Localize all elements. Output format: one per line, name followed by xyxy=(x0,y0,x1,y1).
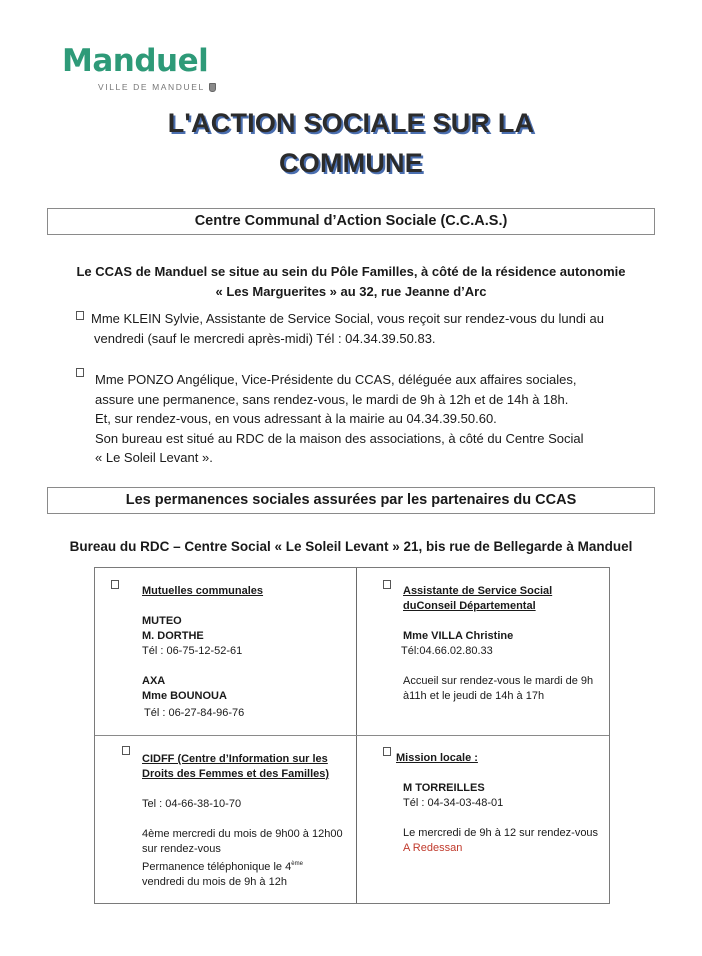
hours-text: sur rendez-vous xyxy=(142,843,221,855)
contact-tel: Tél : 04-34-03-48-01 xyxy=(403,797,504,809)
org-name: AXA xyxy=(142,675,166,687)
hours-text: Le mercredi de 9h à 12 sur rendez-vous xyxy=(403,827,599,839)
ordinal-suffix: ème xyxy=(291,861,303,867)
hours-text: Accueil sur rendez-vous le mardi de 9h xyxy=(403,675,594,687)
ccas-item-line: assure une permanence, sans rendez-vous, le mardi de 9h à 12h et de 14h à 18h. xyxy=(95,391,569,407)
contact-name: M TORREILLES xyxy=(403,782,485,794)
cell-title: Assistante de Service Social xyxy=(403,585,553,597)
logo-subtitle-text: VILLE DE MANDUEL xyxy=(98,82,205,92)
bullet-checkbox-icon xyxy=(111,580,119,589)
logo-subtitle xyxy=(98,82,216,92)
ccas-item-line: Mme KLEIN Sylvie, Assistante de Service Social, vous reçoit sur rendez-vous du lundi au xyxy=(91,311,605,326)
contact-name: Mme VILLA Christine xyxy=(403,630,514,642)
ccas-item-line: Mme PONZO Angélique, Vice-Présidente du CCAS, déléguée aux affaires sociales, xyxy=(95,372,577,387)
ccas-location-line1: Le CCAS de Manduel se situe au sein du Pôle Familles, à côté de la résidence autonomie xyxy=(76,264,626,279)
ccas-item-line: vendredi (sauf le mercredi après-midi) Tél : 04.34.39.50.83. xyxy=(94,330,436,346)
page-title-line1: L'ACTION SOCIALE SUR LA xyxy=(167,108,535,138)
cell-mission-locale xyxy=(396,751,606,856)
cell-title: duConseil Départemental xyxy=(403,600,536,612)
bullet-checkbox-icon xyxy=(76,311,84,320)
cell-mutuelles xyxy=(142,584,342,721)
page-title-line2: COMMUNE xyxy=(279,148,423,178)
crest-icon xyxy=(209,83,216,92)
ccas-location-line2: « Les Marguerites » au 32, rue Jeanne d’Arc xyxy=(215,284,487,299)
location-text: A Redessan xyxy=(403,842,463,854)
contact-tel: Tél : 06-27-84-96-76 xyxy=(144,707,245,719)
partners-table xyxy=(94,567,610,904)
partners-section-header: Les permanences sociales assurées par les partenaires du CCAS xyxy=(47,487,655,514)
contact-tel: Tél : 06-75-12-52-61 xyxy=(142,645,243,657)
bullet-checkbox-icon xyxy=(76,368,84,377)
ccas-item-klein xyxy=(91,309,651,348)
table-row-divider xyxy=(95,735,609,736)
cell-assistante-sociale xyxy=(403,584,608,704)
bullet-checkbox-icon xyxy=(122,746,130,755)
partners-address: Bureau du RDC – Centre Social « Le Soleil Levant » 21, bis rue de Bellegarde à Manduel xyxy=(69,539,633,554)
ccas-item-ponzo xyxy=(95,370,655,468)
contact-name: M. DORTHE xyxy=(142,630,204,642)
cell-title: Mutuelles communales xyxy=(142,585,264,597)
ccas-item-line: « Le Soleil Levant ». xyxy=(95,450,213,465)
cell-cidff xyxy=(142,752,354,890)
bullet-checkbox-icon xyxy=(383,580,391,589)
hours-text: 4ème mercredi du mois de 9h00 à 12h00 xyxy=(142,828,343,840)
cell-title: Droits des Femmes et des Familles) xyxy=(142,768,330,780)
org-name: MUTEO xyxy=(142,615,182,627)
ccas-item-line: Et, sur rendez-vous, en vous adressant à la mairie au 04.34.39.50.60. xyxy=(95,411,497,426)
contact-name: Mme BOUNOUA xyxy=(142,690,227,702)
manduel-logo xyxy=(62,43,222,92)
hours-text: vendredi du mois de 9h à 12h xyxy=(142,876,287,888)
contact-tel: Tel : 04-66-38-10-70 xyxy=(142,798,242,810)
cell-title: Mission locale : xyxy=(396,752,478,764)
logo-wordmark: Manduel xyxy=(62,43,209,79)
ccas-item-line: Son bureau est situé au RDC de la maison des associations, à côté du Centre Social xyxy=(95,430,584,446)
bullet-checkbox-icon xyxy=(383,747,391,756)
ccas-section-header: Centre Communal d’Action Sociale (C.C.A.S.) xyxy=(47,208,655,235)
contact-tel: Tél:04.66.02.80.33 xyxy=(401,645,493,657)
hours-text: à11h et le jeudi de 14h à 17h xyxy=(403,690,545,702)
hours-text-main: Permanence téléphonique le 4 xyxy=(142,861,292,873)
cell-title: CIDFF (Centre d’Information sur les xyxy=(142,753,328,765)
hours-text xyxy=(142,857,354,875)
